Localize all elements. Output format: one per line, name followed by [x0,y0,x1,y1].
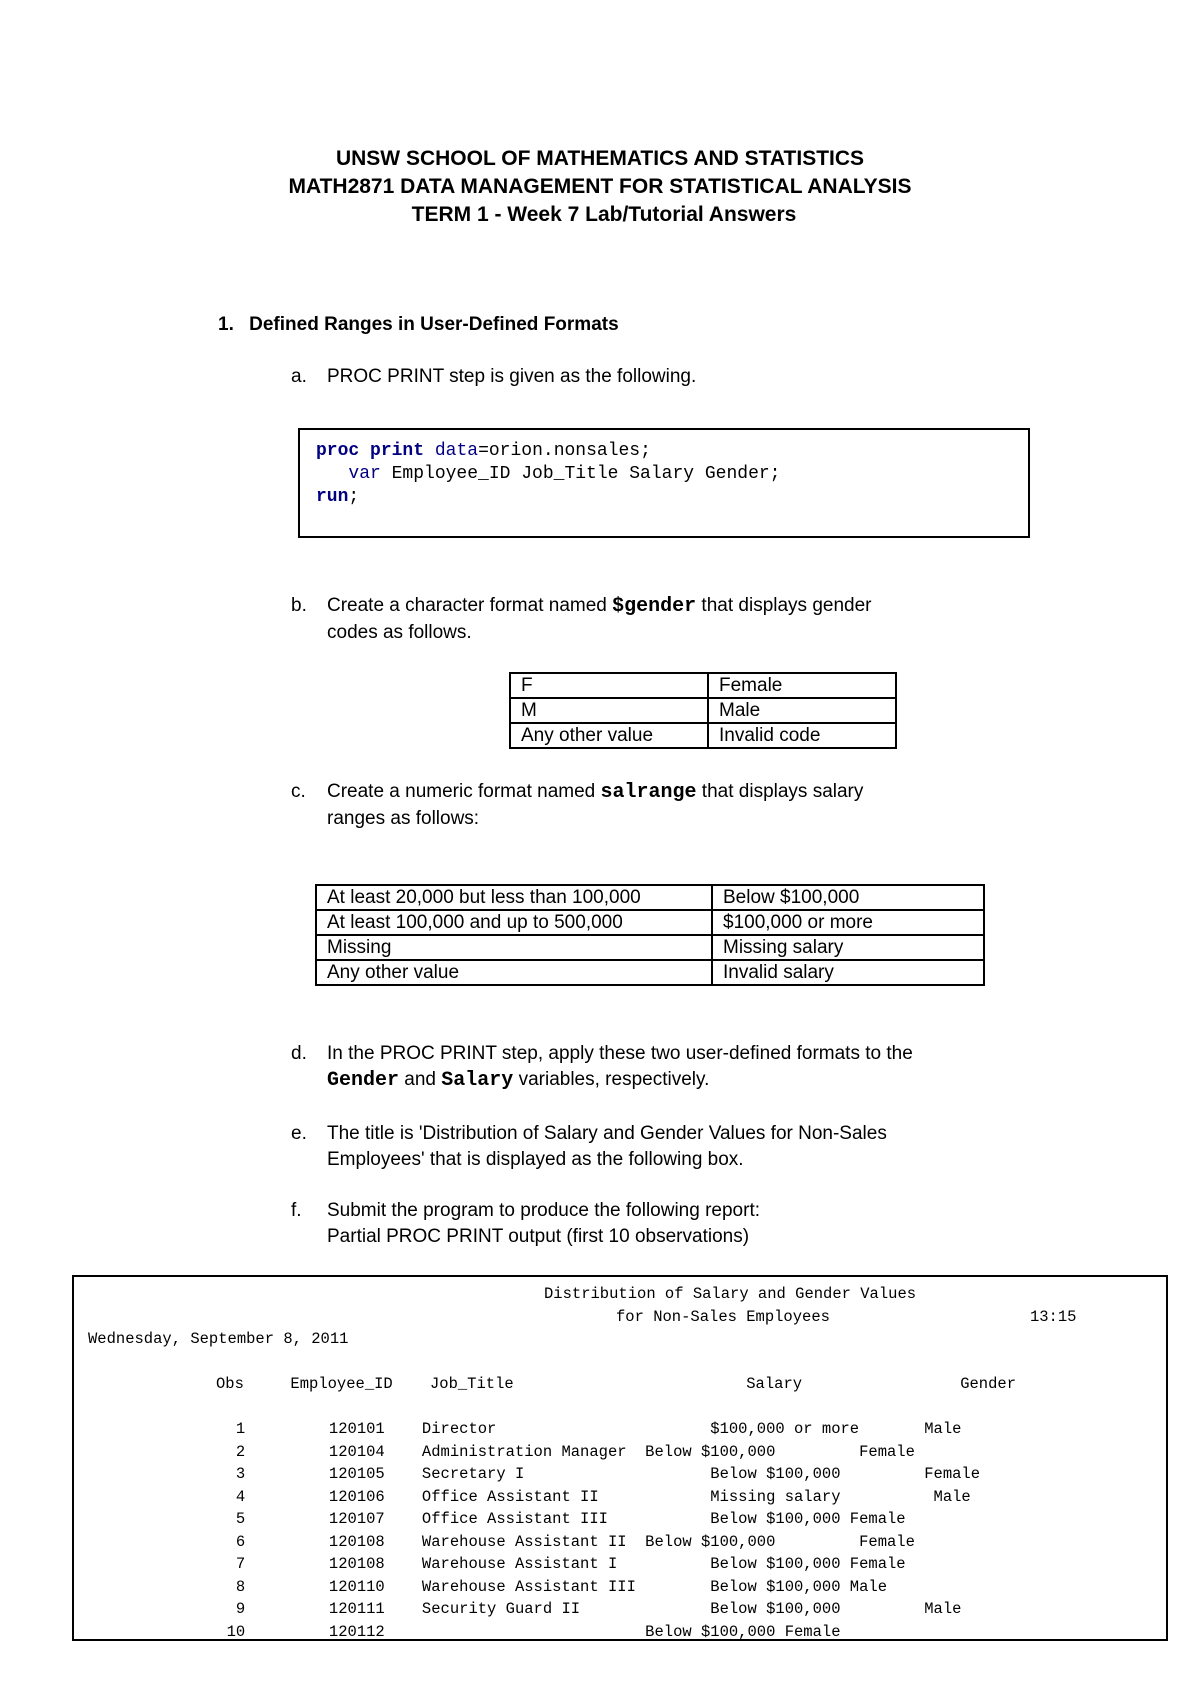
item-b-line2: codes as follows. [327,622,472,643]
item-b-mark: b. [291,595,307,616]
proc-print-output [72,1275,1168,1641]
table-cell: Male [708,698,896,723]
item-b-code: $gender [612,595,697,618]
output-col-salary: Salary [746,1375,803,1393]
item-d-line1: In the PROC PRINT step, apply these two user-defined formats to the [327,1043,913,1064]
output-row: 9 120111 Security Guard II Below $100,000 Male [208,1600,962,1618]
item-f-line1: Submit the program to produce the following report: [327,1200,761,1221]
item-a-text: PROC PRINT step is given as the following. [327,366,697,387]
item-c-line2: ranges as follows: [327,808,480,829]
code-line3-rest: ; [348,487,360,507]
item-d [291,1041,913,1094]
output-time: 13:15 [1029,1307,1077,1326]
table-cell: Any other value [316,960,712,985]
code-line2-rest: Employee_ID Job_Title Salary Gender; [380,464,781,484]
header-course: MATH2871 DATA MANAGEMENT FOR STATISTICAL ANALYSIS [288,175,912,198]
code-kw-run: run [316,487,349,507]
output-col-employee-id: Employee_ID [290,1375,393,1393]
table-cell: At least 20,000 but less than 100,000 [316,885,712,910]
code-kw-proc: proc [316,441,360,461]
table-row [316,910,984,935]
output-row: 4 120106 Office Assistant II Missing salary Male [208,1487,971,1506]
code-box [298,428,1030,538]
section-title-text: Defined Ranges in User-Defined Formats [249,314,619,335]
item-e-line1: The title is 'Distribution of Salary and Gender Values for Non-Sales [327,1123,887,1144]
output-row: 5 120107 Office Assistant III Below $100,000 Female [208,1510,906,1528]
table-cell: Invalid code [708,723,896,748]
code-kw-data: data [434,441,479,461]
output-row: 1 120101 Director $100,000 or more Male [208,1420,962,1438]
item-f [291,1198,761,1250]
item-e-mark: e. [291,1123,307,1144]
output-row: 8 120110 Warehouse Assistant III Below $100,000 Male [208,1577,888,1596]
output-col-job-title: Job_Title [429,1375,514,1393]
table-cell: Invalid salary [712,960,984,985]
item-e [291,1121,887,1173]
table-row [316,885,984,910]
code-kw-var: var [348,464,381,484]
output-title2: for Non-Sales Employees [616,1307,830,1326]
table-row [510,673,896,698]
item-c-mark: c. [291,781,306,802]
output-row: 2 120104 Administration Manager Below $100,000 Female [208,1442,915,1461]
output-row-cut: 10 120112 Below $100,000 Female [208,1622,841,1641]
table-cell: Missing [316,935,712,960]
item-c-code: salrange [600,781,697,804]
table-row [510,698,896,723]
item-f-line2: Partial PROC PRINT output (first 10 observations) [327,1226,750,1247]
item-c-pre: Create a numeric format named [327,781,601,802]
table-row [316,960,984,985]
section-number: 1. [218,314,234,335]
table-cell: $100,000 or more [712,910,984,935]
header-term: TERM 1 - Week 7 Lab/Tutorial Answers [411,203,797,226]
output-row: 7 120108 Warehouse Assistant I Below $100,000 Female [208,1555,906,1573]
output-date: Wednesday, September 8, 2011 [88,1330,349,1348]
item-b-post: that displays gender [696,595,872,616]
item-c-post: that displays salary [696,781,864,802]
code-kw-print: print [370,441,425,461]
item-d-mark: d. [291,1043,307,1064]
table-cell: Missing salary [712,935,984,960]
item-d-post: variables, respectively. [513,1069,710,1090]
output-col-obs: Obs [216,1375,244,1393]
item-c [291,779,864,832]
item-d-code2: Salary [441,1069,514,1092]
table-cell: At least 100,000 and up to 500,000 [316,910,712,935]
item-b-pre: Create a character format named [327,595,613,616]
item-e-line2: Employees' that is displayed as the following box. [327,1149,744,1170]
output-row: 6 120108 Warehouse Assistant II Below $100,000 Female [208,1532,915,1551]
salary-format-table [315,884,985,986]
header-school: UNSW SCHOOL OF MATHEMATICS AND STATISTICS [335,147,865,170]
item-f-mark: f. [291,1200,302,1221]
table-cell: Any other value [510,723,708,748]
item-d-code1: Gender [327,1069,400,1092]
gender-format-table [509,672,897,749]
output-row: 3 120105 Secretary I Below $100,000 Female [208,1465,981,1483]
section-title [218,314,619,336]
item-a [291,364,697,390]
output-col-gender: Gender [960,1375,1016,1393]
output-title1: Distribution of Salary and Gender Values [544,1285,917,1303]
item-d-mid: and [399,1069,442,1090]
table-row [510,723,896,748]
table-cell: Below $100,000 [712,885,984,910]
table-row [316,935,984,960]
code-line1-rest: =orion.nonsales; [478,441,651,461]
item-a-mark: a. [291,366,307,387]
table-cell: F [510,673,708,698]
output-text [88,1283,1076,1641]
table-cell: Female [708,673,896,698]
document-header [0,145,1200,229]
item-b [291,593,872,646]
code-block [316,440,780,509]
table-cell: M [510,698,708,723]
